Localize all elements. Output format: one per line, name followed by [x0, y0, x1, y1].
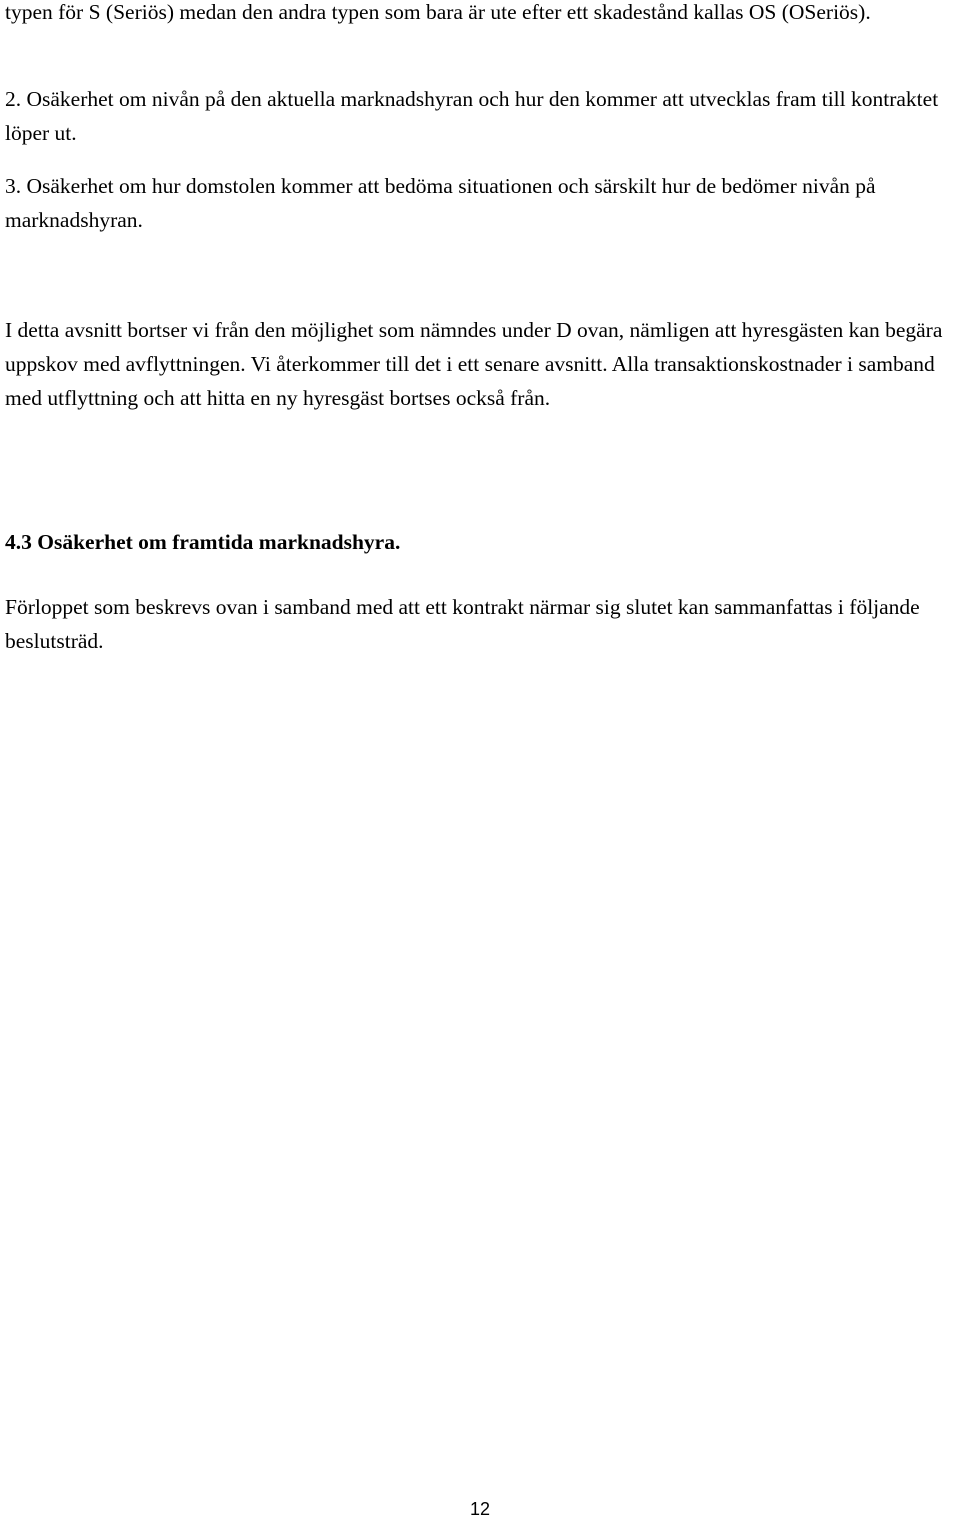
paragraph-court-uncertainty: 3. Osäkerhet om hur domstolen kommer att bedöma situationen och särskilt hur de bedömer nivån på marknadshyran.	[5, 174, 876, 232]
paragraph-serious-type: typen för S (Seriös) medan den andra typen som bara är ute efter ett skadestånd kallas OS (OSeriös).	[5, 0, 871, 24]
section-heading: 4.3 Osäkerhet om framtida marknadshyra.	[5, 530, 401, 554]
paragraph-market-rent-uncertainty: 2. Osäkerhet om nivån på den aktuella marknadshyran och hur den kommer att utvecklas fram till kontraktet löper ut.	[5, 87, 939, 145]
page-number: 12	[469, 1499, 491, 1519]
paragraph-decision-tree-intro: Förloppet som beskrevs ovan i samband med att ett kontrakt närmar sig slutet kan sammanfattas i följande beslutsträd.	[5, 595, 920, 653]
paragraph-section-scope: I detta avsnitt bortser vi från den möjlighet som nämndes under D ovan, nämligen att hyresgästen kan begära uppskov med avflyttningen. Vi återkommer till det i ett senare avsnitt. Alla transaktionskostnader i samband med utflyttning och att hitta en ny hyresgäst bortses också från.	[5, 318, 943, 410]
